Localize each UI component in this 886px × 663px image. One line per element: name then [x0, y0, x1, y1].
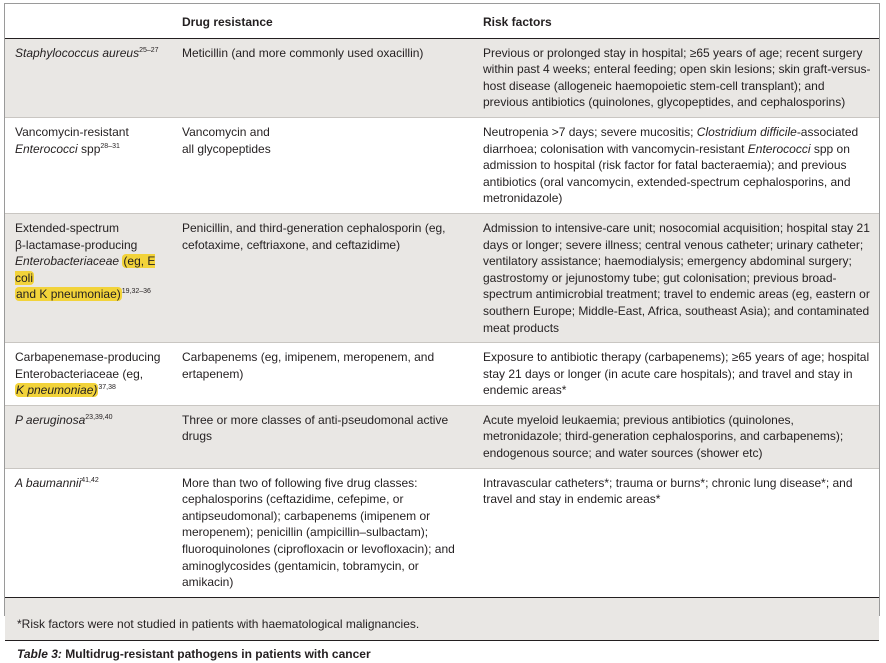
- pathogen-line: Extended-spectrum: [15, 220, 120, 235]
- drug-cell: [172, 117, 473, 213]
- pathogen-cell: [5, 117, 172, 213]
- risk-cell: Admission to intensive-care unit; nosocomial acquisition; hospital stay 21 days or longer; severe illness; central venous catheter; urinary catheter; ventilatory assistance; haemodialysis; emergency abdominal surgery; gastrostomy or jejunostomy tube; gut colonisation; previous broad-spectrum antimicrobial treatment; travel to endemic areas (eg, eastern or southern Europe; Middle-East, Africa, southeast Asia); and contaminated meat products: [473, 213, 879, 342]
- highlighted-text: and K pneumoniae): [16, 287, 121, 302]
- pathogen-cell: [5, 38, 172, 117]
- drug-line: Vancomycin and: [182, 124, 270, 139]
- table-header-row: [5, 4, 879, 38]
- pathogen-cell: [5, 468, 172, 597]
- pathogen-cell: [5, 405, 172, 468]
- caption-label: Table 3:: [17, 647, 62, 662]
- pathogen-name: Staphylococcus aureus: [15, 45, 140, 60]
- table-caption: [5, 641, 879, 663]
- table-row: [5, 117, 879, 213]
- table-row: [5, 343, 879, 406]
- header-risk-factors: Risk factors: [473, 4, 879, 38]
- table-row: [5, 213, 879, 342]
- drug-cell: Meticillin (and more commonly used oxacillin): [172, 38, 473, 117]
- pathogen-line: Vancomycin-resistant: [15, 124, 129, 139]
- pathogen-line: Enterobacteriaceae (eg,: [15, 366, 144, 381]
- risk-cell: Intravascular catheters*; trauma or burns*; chronic lung disease*; and travel and stay in endemic areas*: [473, 468, 879, 597]
- pathogen-table: [5, 4, 879, 598]
- header-pathogen: [5, 4, 172, 38]
- reference-superscript: 25–27: [139, 46, 159, 54]
- pathogen-genus: Enterococci: [15, 141, 78, 156]
- pathogen-name: P aeruginosa: [15, 412, 86, 427]
- drug-line: all glycopeptides: [182, 141, 271, 156]
- highlighted-text: (eg, E coli: [15, 254, 156, 285]
- drug-cell: More than two of following five drug classes: cephalosporins (ceftazidime, cefepime, or antipseudomonal); carbapenems (imipenem or meropenem); penicillin (ampicillin–sulbactam); fluoroquinolones (ciprofloxacin or levofloxacin); and aminoglycosides (gentamicin, tobramycin, or amikacin): [172, 468, 473, 597]
- pathogen-cell: [5, 343, 172, 406]
- table-row: [5, 405, 879, 468]
- risk-text: -associated diarrhoea; colonisation with vancomycin-resistant: [483, 124, 859, 156]
- risk-text: spp on admission to hospital (risk factor for fatal bacteraemia); and previous antibiotics (oral vancomycin, extended-spectrum cephalosporins, and metronidazole): [483, 141, 851, 206]
- caption-title: Multidrug-resistant pathogens in patients with cancer: [61, 647, 371, 662]
- risk-cell: Acute myeloid leukaemia; previous antibiotics (quinolones, metronidazole; third-generation cephalosporins, and carbapenems); endogenous source; and water sources (shower etc): [473, 405, 879, 468]
- table-figure: [4, 3, 880, 662]
- drug-cell: Carbapenems (eg, imipenem, meropenem, and ertapenem): [172, 343, 473, 406]
- risk-cell: Previous or prolonged stay in hospital; ≥65 years of age; recent surgery within past 4 weeks; enteral feeding; open skin lesions; skin graft-versus-host disease (allogeneic haemopoietic stem-cell transplant); and previous antibiotics (quinolones, glycopeptides, and cephalosporins): [473, 38, 879, 117]
- table-row: [5, 38, 879, 117]
- table-row: [5, 468, 879, 597]
- reference-superscript: 23,39,40: [85, 413, 113, 421]
- pathogen-line: Carbapenemase-producing: [15, 350, 161, 365]
- risk-text-italic: Clostridium difficile: [696, 124, 797, 139]
- highlighted-text: K pneumoniae): [16, 383, 98, 398]
- reference-superscript: 19,32–36: [121, 288, 151, 296]
- pathogen-line: β-lactamase-producing: [15, 237, 138, 252]
- drug-cell: Penicillin, and third-generation cephalosporin (eg, cefotaxime, ceftriaxone, and ceftazidime): [172, 213, 473, 342]
- pathogen-family: Enterobacteriaceae: [15, 254, 120, 269]
- pathogen-name: A baumannii: [15, 475, 82, 490]
- reference-superscript: 28–31: [100, 142, 120, 150]
- table-footnote: *Risk factors were not studied in patients with haematological malignancies.: [5, 598, 879, 642]
- risk-text-italic: Enterococci: [747, 141, 811, 156]
- pathogen-suffix: spp: [77, 141, 101, 156]
- risk-text: Neutropenia >7 days; severe mucositis;: [483, 124, 697, 139]
- header-drug-resistance: Drug resistance: [172, 4, 473, 38]
- risk-cell: [473, 117, 879, 213]
- pathogen-cell: [5, 213, 172, 342]
- reference-superscript: 41,42: [81, 476, 99, 484]
- risk-cell: Exposure to antibiotic therapy (carbapenems); ≥65 years of age; hospital stay 21 days or longer (in acute care hospitals); and travel and stay in endemic areas*: [473, 343, 879, 406]
- drug-cell: Three or more classes of anti-pseudomonal active drugs: [172, 405, 473, 468]
- reference-superscript: 37,38: [98, 384, 116, 392]
